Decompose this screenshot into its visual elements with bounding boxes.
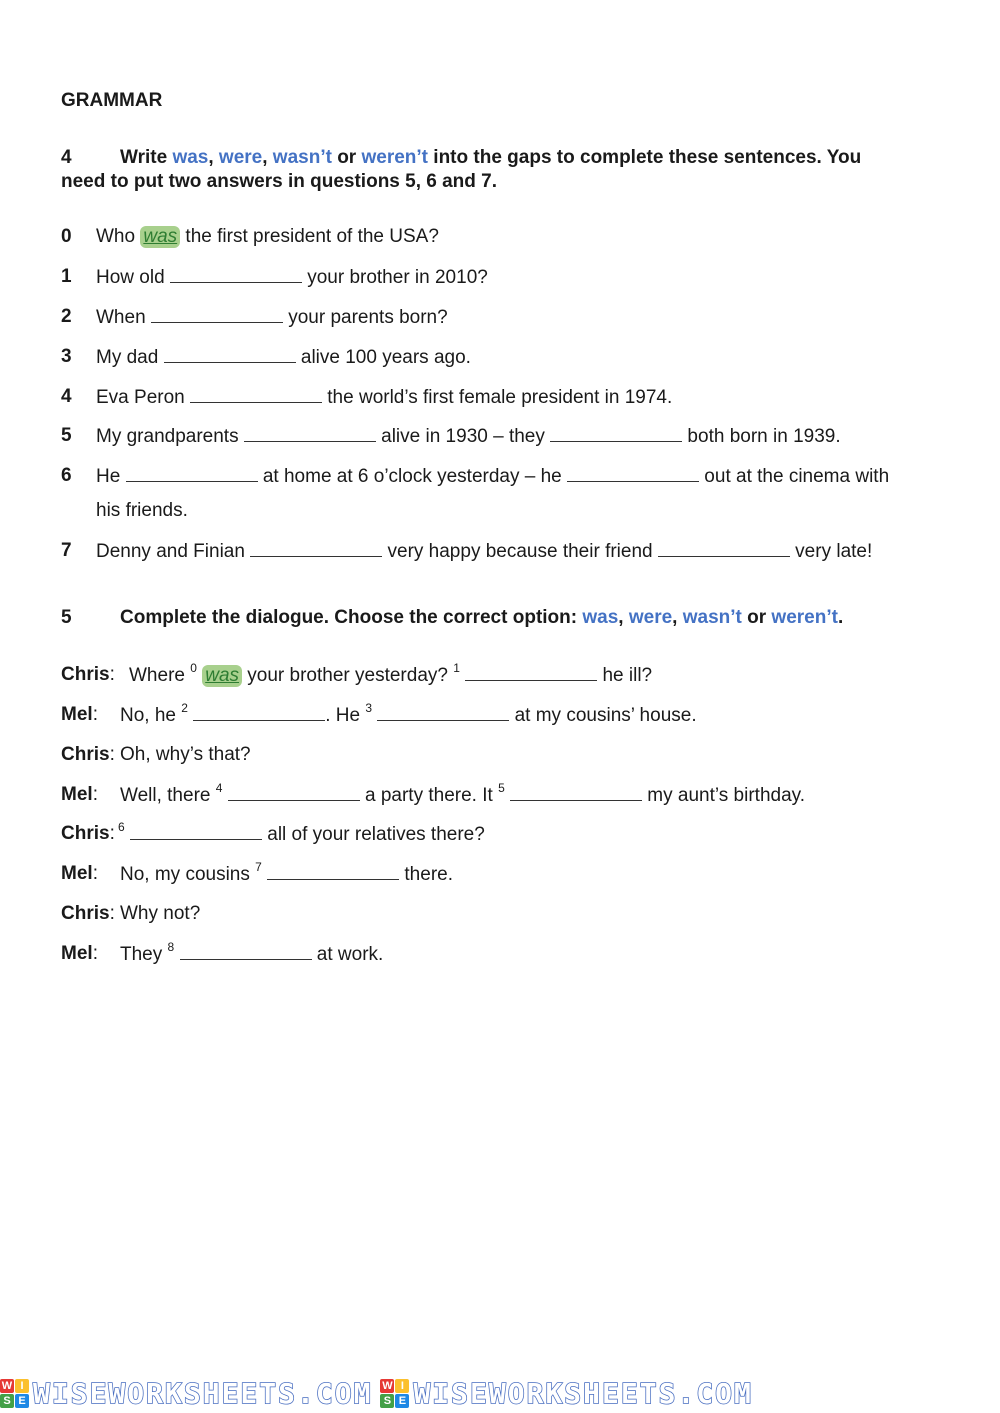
sentence-text: alive 100 years ago.: [295, 347, 471, 368]
gap-number: 3: [365, 700, 373, 715]
colon: :: [92, 863, 98, 884]
dialogue-line: [61, 943, 98, 965]
sentence-4: [96, 386, 672, 409]
sentence-text: the world’s first female president in 1974.: [322, 387, 673, 408]
exercise-4-instruction-line2: need to put two answers in questions 5, 6 and 7.: [61, 171, 498, 192]
speaker-name: Mel: [61, 863, 93, 884]
colon: :: [109, 744, 115, 765]
answer-blank[interactable]: [250, 540, 382, 557]
dialogue-text-part: your brother yesterday?: [242, 665, 454, 686]
sentence-6-continued: his friends.: [96, 500, 188, 521]
dialogue-line: [61, 903, 115, 925]
watermark-block: [0, 1377, 372, 1410]
answer-blank[interactable]: [228, 784, 360, 801]
sentence-text: My grandparents: [96, 426, 244, 447]
answer-blank[interactable]: [164, 346, 296, 363]
dialogue-text-part: No, he: [120, 705, 182, 726]
dialogue-line: [61, 704, 98, 726]
sentence-text: alive in 1930 – they: [375, 426, 551, 447]
answer-blank[interactable]: [130, 823, 262, 840]
logo-letter: I: [395, 1379, 409, 1393]
or-text: or: [331, 147, 362, 168]
item-number: 7: [61, 540, 72, 561]
sentence-text: your brother in 2010?: [301, 267, 488, 288]
dialogue-line: [61, 823, 115, 845]
sentence-3: [96, 346, 471, 369]
logo-letter: S: [380, 1394, 394, 1408]
option-werent: weren’t: [771, 607, 838, 628]
footer-watermark: [0, 1376, 1000, 1410]
item-number: 6: [61, 465, 72, 486]
dialogue-text: [120, 939, 384, 966]
sentence-text: out at the cinema with: [699, 466, 890, 487]
sentence-text: How old: [96, 267, 170, 288]
answer-blank[interactable]: [377, 704, 509, 721]
answer-blank[interactable]: [567, 465, 699, 482]
option-was: was: [172, 147, 209, 168]
item-number: 4: [61, 386, 72, 407]
gap-number: 8: [167, 939, 175, 954]
speaker-name: Mel: [61, 943, 93, 964]
comma: ,: [262, 147, 268, 168]
answer-blank[interactable]: [465, 664, 597, 681]
dialogue-text-part: my aunt’s birthday.: [642, 785, 806, 806]
wise-logo-icon: [380, 1379, 409, 1408]
dialogue-line: [61, 863, 98, 885]
colon: :: [109, 664, 115, 685]
sentence-7: [96, 540, 872, 563]
section-title: GRAMMAR: [61, 90, 163, 111]
dialogue-line: [61, 664, 115, 686]
logo-letter: S: [0, 1394, 14, 1408]
dialogue-line: [61, 784, 98, 806]
answer-blank[interactable]: [180, 943, 312, 960]
option-werent: weren’t: [361, 147, 429, 168]
dialogue-text-part: They: [120, 944, 168, 965]
comma: ,: [208, 147, 214, 168]
answer-blank[interactable]: [151, 306, 283, 323]
sentence-text: very happy because their friend: [382, 541, 658, 562]
logo-letter: W: [382, 1379, 393, 1392]
sentence-text: He: [96, 466, 126, 487]
or-text: or: [741, 607, 772, 628]
sentence-text: your parents born?: [282, 307, 448, 328]
dialogue-text: Oh, why’s that?: [120, 744, 251, 765]
answer-blank[interactable]: [267, 863, 399, 880]
item-number: 1: [61, 266, 72, 287]
sentence-1: [96, 266, 488, 289]
answer-blank[interactable]: [244, 425, 376, 442]
logo-letter: I: [15, 1379, 29, 1393]
gap-number: 6: [118, 819, 125, 834]
gap-number: 5: [498, 780, 505, 795]
gap-number: 0: [190, 660, 197, 675]
dialogue-text: Why not?: [120, 903, 201, 924]
dialogue-text-part: at my cousins’ house.: [509, 705, 697, 726]
answer-blank[interactable]: [193, 704, 325, 721]
watermark-text: WISEWORKSHEETS.COM: [413, 1376, 753, 1410]
speaker-name: Mel: [61, 704, 93, 725]
dialogue-text-part: all of your relatives there?: [261, 824, 485, 845]
sentence-2: [96, 306, 448, 329]
dialogue-text-part: he ill?: [597, 665, 653, 686]
option-wasnt: wasn’t: [682, 607, 742, 628]
sentence-text: Eva Peron: [96, 387, 190, 408]
item-number: 2: [61, 306, 72, 327]
dialogue-text-part: a party there. It: [359, 785, 499, 806]
colon: :: [92, 943, 98, 964]
colon: :: [92, 784, 98, 805]
answer-blank[interactable]: [550, 425, 682, 442]
speaker-name: Chris: [61, 664, 110, 685]
option-wasnt: wasn’t: [272, 147, 332, 168]
speaker-name: Chris: [61, 823, 110, 844]
item-number: 0: [61, 226, 72, 247]
sentence-text: both born in 1939.: [682, 426, 841, 447]
gap-number: 7: [255, 859, 262, 874]
answer-blank[interactable]: [170, 266, 302, 283]
sentence-6: [96, 465, 889, 488]
dialogue-text: [129, 660, 653, 687]
option-were: were: [628, 607, 673, 628]
sentence-5: [96, 425, 841, 448]
dialogue-text-part: at work.: [311, 944, 384, 965]
dialogue-text: [120, 780, 806, 807]
watermark-text: WISEWORKSHEETS.COM: [33, 1376, 373, 1410]
sentence-text: at home at 6 o’clock yesterday – he: [257, 466, 568, 487]
dialogue-text-part: Well, there: [120, 785, 216, 806]
sentence-text: Denny and Finian: [96, 541, 251, 562]
dialogue-text: [118, 819, 485, 846]
exercise-4-number: 4: [61, 147, 72, 168]
gap-number: 2: [181, 700, 188, 715]
example-answer: was: [202, 665, 242, 687]
wise-logo-icon: [0, 1379, 29, 1408]
exercise-5-instruction: [120, 607, 843, 629]
dialogue-text: [120, 700, 697, 727]
answer-blank[interactable]: [510, 784, 642, 801]
logo-letter: E: [15, 1394, 29, 1408]
dialogue-text-part: No, my cousins: [120, 864, 256, 885]
period: .: [837, 607, 844, 628]
sentence-text: Who: [96, 226, 141, 247]
answer-blank[interactable]: [190, 386, 322, 403]
instr-text: Complete the dialogue. Choose the correct option:: [120, 607, 583, 628]
gap-number: 4: [215, 780, 223, 795]
watermark-block: [380, 1377, 752, 1410]
colon: :: [109, 823, 115, 844]
instr-text: into the gaps to complete these sentences. You: [428, 147, 862, 168]
sentence-text: the first president of the USA?: [180, 226, 439, 247]
item-number: 3: [61, 346, 72, 367]
option-was: was: [582, 607, 619, 628]
answer-blank[interactable]: [126, 465, 258, 482]
dialogue-text-part: . He: [325, 705, 366, 726]
item-number: 5: [61, 425, 72, 446]
dialogue-text: [120, 859, 453, 886]
dialogue-text-part: Where: [129, 665, 191, 686]
option-were: were: [218, 147, 263, 168]
dialogue-line: [61, 744, 115, 766]
answer-blank[interactable]: [658, 540, 790, 557]
exercise-4-instruction-line1: [120, 147, 861, 169]
comma: ,: [618, 607, 624, 628]
colon: :: [92, 704, 98, 725]
example-answer: was: [140, 226, 180, 248]
speaker-name: Chris: [61, 903, 110, 924]
dialogue-text-part: there.: [399, 864, 453, 885]
colon: :: [109, 903, 115, 924]
instr-text: Write: [120, 147, 173, 168]
sentence-text: When: [96, 307, 151, 328]
sentence-text: very late!: [789, 541, 873, 562]
speaker-name: Chris: [61, 744, 110, 765]
sentence-text: My dad: [96, 347, 164, 368]
logo-letter: W: [1, 1379, 13, 1392]
gap-number: 1: [453, 660, 460, 675]
exercise-5-number: 5: [61, 607, 72, 628]
logo-letter: E: [395, 1394, 409, 1408]
sentence-0: [96, 226, 439, 248]
comma: ,: [672, 607, 678, 628]
speaker-name: Mel: [61, 784, 93, 805]
